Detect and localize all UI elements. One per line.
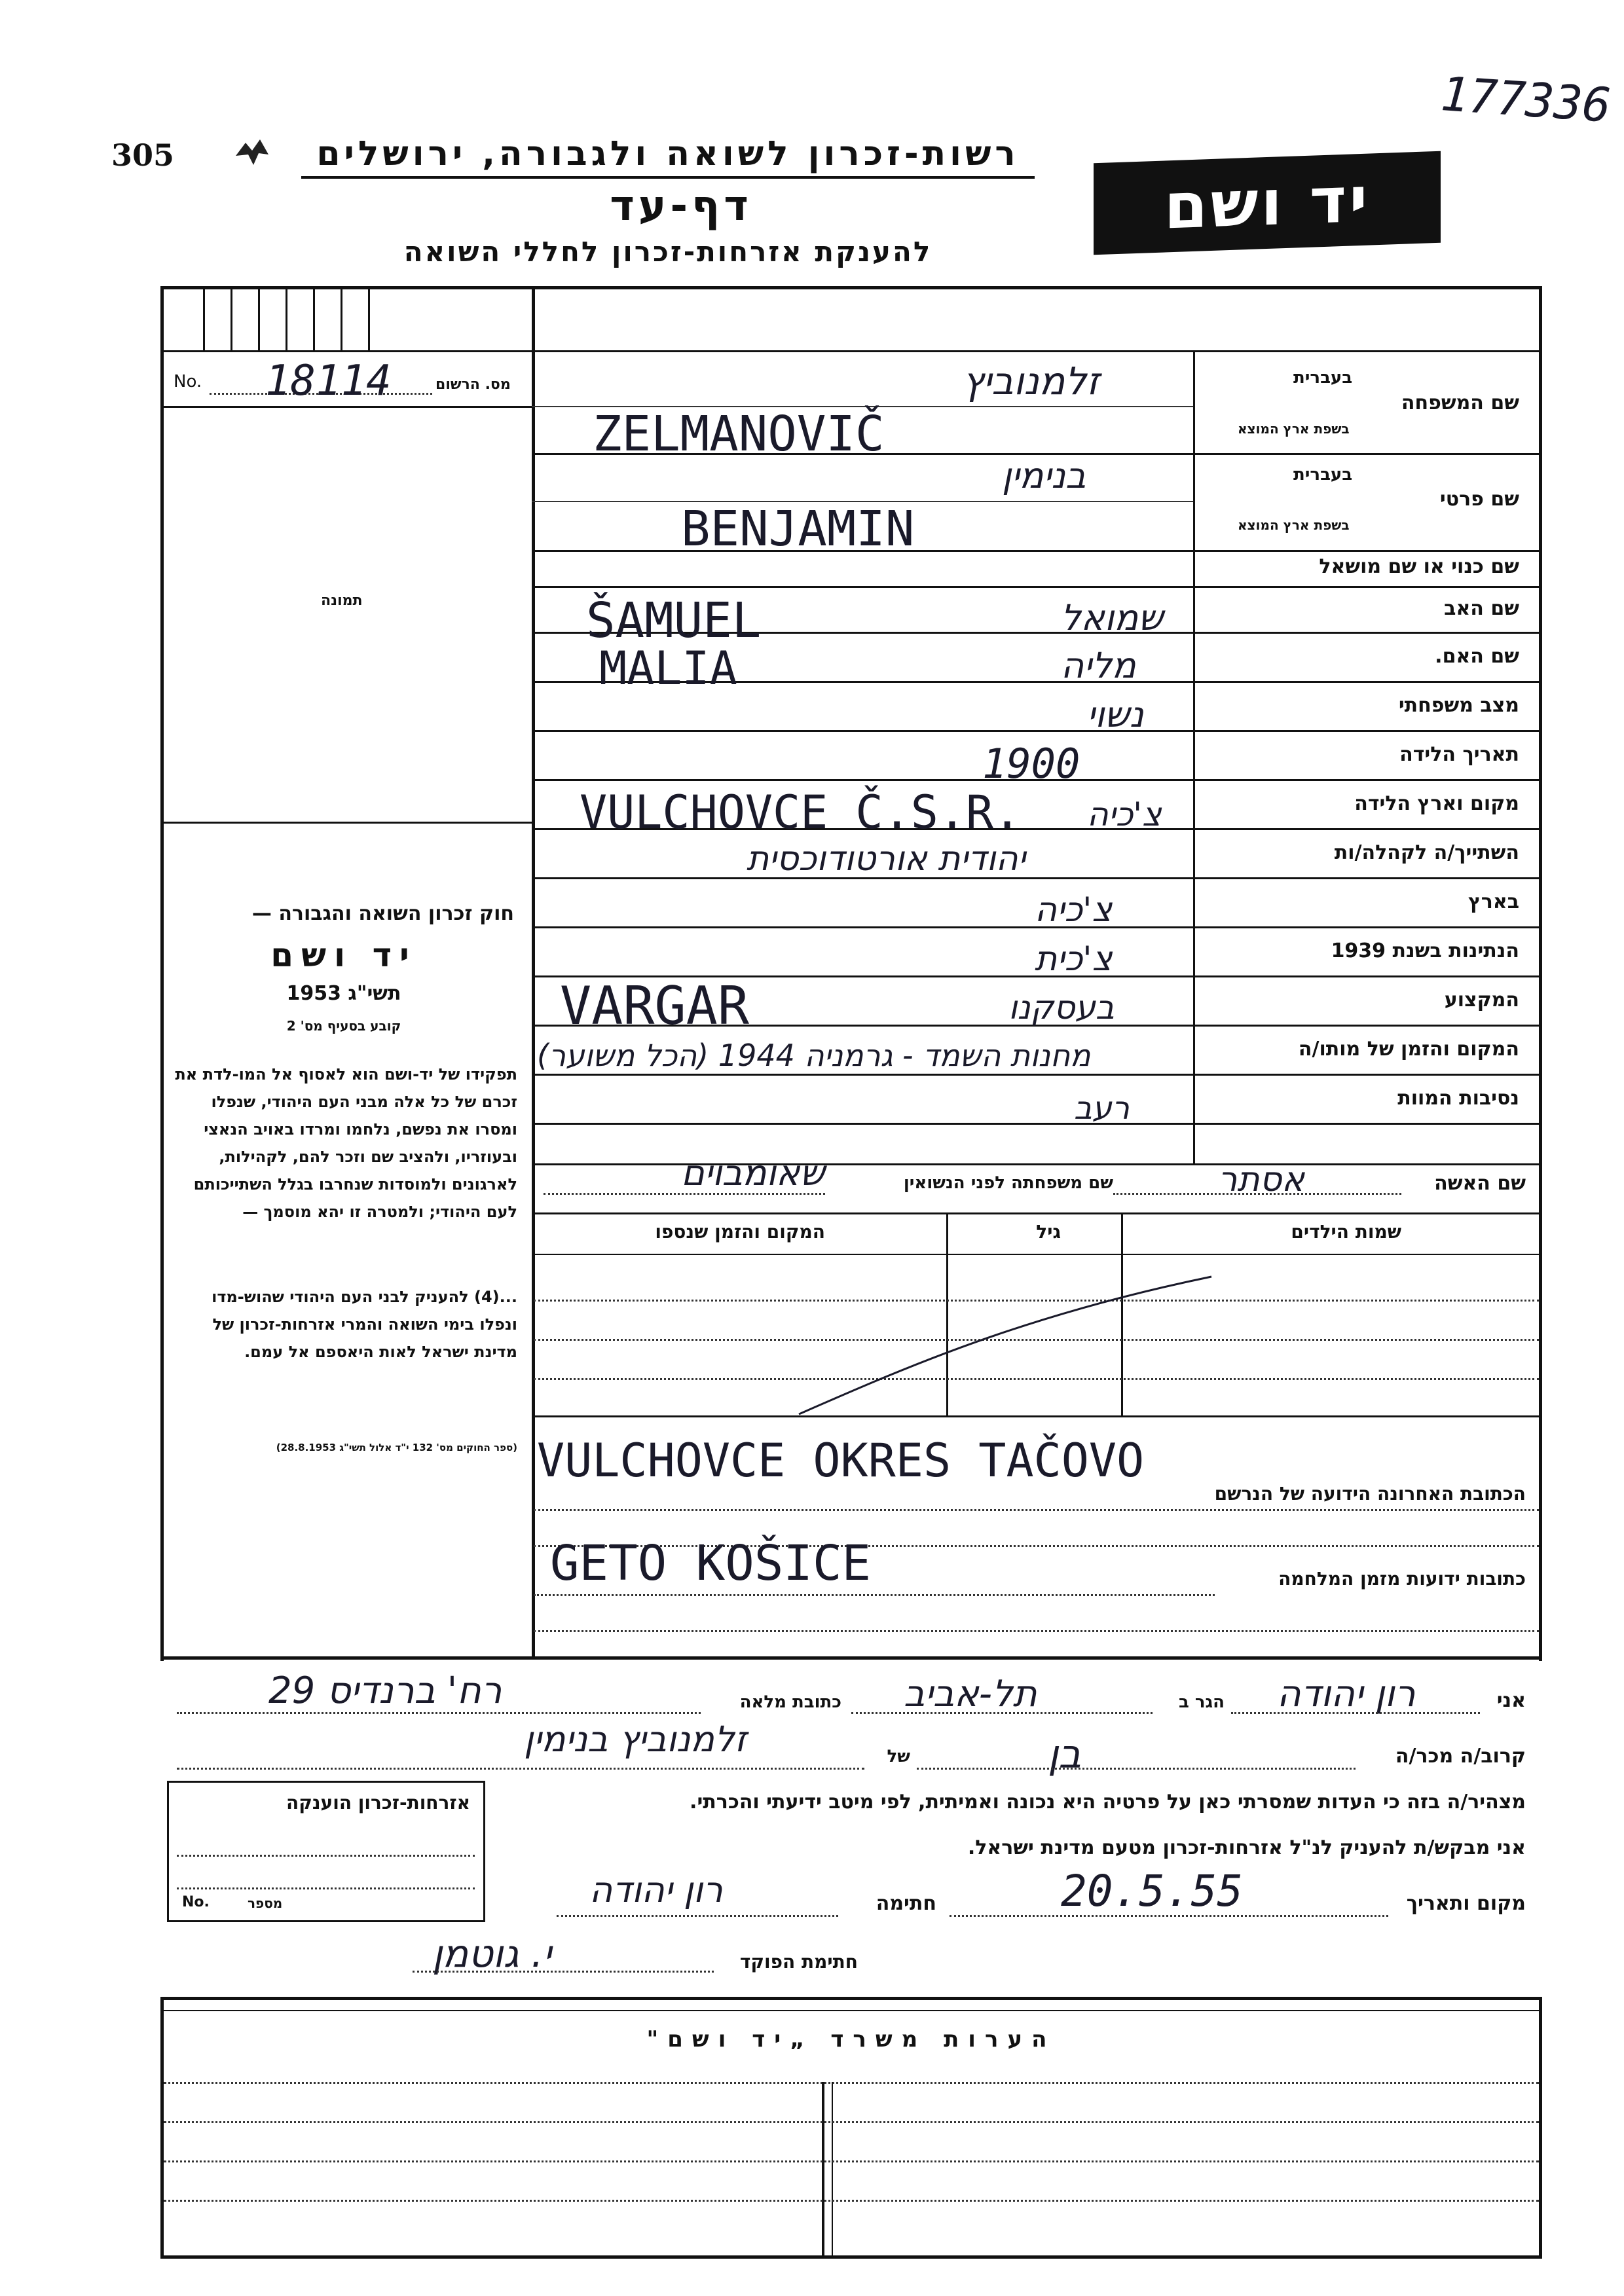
community-label: השתייך/ה לקהלה/ות (1334, 841, 1519, 864)
children-age-header: גיל (1036, 1221, 1061, 1243)
law-citation: (ספר החוקים מס' 132 י"ד אלול תשי"ג 28.8.1953) (276, 1442, 517, 1453)
war-address-value: GETO KOŠICE (550, 1535, 872, 1592)
of-label: של (887, 1747, 910, 1766)
declarant-resides-label: הגר ב (1178, 1692, 1225, 1712)
death-place-value: מחנות השמד - גרמניה 1944 (הכל משוער) (537, 1038, 1091, 1073)
emblem-icon (232, 136, 272, 169)
organization-line: רשות-זכרון לשואה ולגבורה, ירושלים (301, 134, 1035, 179)
request-line: אני מבקש/ת להעניק לנ"ל אזרחות-זכרון מטעם מדינת ישראל. (967, 1836, 1526, 1859)
law-heading: חוק זכרון השואה והגבורה — (251, 902, 514, 925)
occupation-local: VARGAR (560, 975, 749, 1036)
declarant-name: רון יהודה (1277, 1673, 1416, 1715)
form-title: דף-עד (610, 182, 752, 230)
mother-local: MALIA (599, 642, 737, 695)
occupation-label: המקצוע (1444, 989, 1519, 1011)
birth-date-label: תאריך הלידה (1399, 743, 1519, 766)
logo-text: יד ושם (1164, 162, 1371, 244)
occupation-hebrew: בעסקנו (1008, 989, 1115, 1027)
declarant-address: רח' ברנדיס 29 (268, 1669, 502, 1712)
marital-label: מצב משפחתי (1398, 694, 1519, 717)
country-value: צ'כיה (1035, 890, 1113, 930)
family-name-label: שם המשפחה (1401, 392, 1519, 414)
declarant-city: תל-אביב (904, 1673, 1037, 1715)
birth-date-value: 1900 (982, 740, 1080, 788)
death-place-label: המקום והזמן של מותו/ה (1298, 1038, 1519, 1061)
office-remarks-title: הערות משרד „יד ושם" (646, 2026, 1056, 2052)
father-local: ŠAMUEL (586, 592, 762, 649)
first-name-local: BENJAMIN (681, 501, 915, 557)
wife-maiden-value: שאומבוים (681, 1152, 825, 1194)
citizenship-box-title: אזרחות-זכרון הוענקה (286, 1792, 470, 1813)
citizenship-box-number-he: מספר (248, 1895, 283, 1911)
citizenship-value: צ'כית (1035, 939, 1113, 979)
nickname-label: שם כנוי או שם מושאל (1319, 555, 1519, 578)
family-name-sub-hebrew: בעברית (1293, 368, 1353, 388)
community-value: יהודית אורטודוכסית (747, 839, 1026, 879)
marital-value: נשוי (1087, 694, 1144, 735)
first-name-label: שם פרטי (1439, 488, 1519, 511)
birth-place-hebrew: צ'כיה (1087, 795, 1162, 833)
death-circumstances-label: נסיבות המוות (1397, 1087, 1519, 1110)
first-name-sub-hebrew: בעברית (1293, 465, 1353, 484)
law-name: יד ושם (270, 936, 417, 974)
declarant-ani-label: אני (1496, 1689, 1526, 1712)
declaration-line: מצהיר/ה בזה כי העדות שמסרתי כאן על פרטיה היא נכונה ואמיתית, לפי מיטב ידיעתי והכרתי. (690, 1791, 1526, 1813)
first-name-hebrew: בנימין (1002, 455, 1086, 496)
signature-label: חתימה (876, 1892, 936, 1915)
birth-place-label: מקום וארץ הלידה (1354, 792, 1519, 815)
last-address-value: VULCHOVCE OKRES TAČOVO (537, 1434, 1145, 1487)
archive-number: 177336 (1439, 66, 1613, 133)
family-name-hebrew: זלמנוביץ (963, 359, 1100, 403)
law-paragraph-2: ...(4) להעניק לבני העם היהודי שהוש-מדו ונפלו בימי השואה והמרי אזרחות-זכרון של מדינת ישראל לאות היאספם אל עמם. (212, 1288, 517, 1361)
children-place-header: המקום והזמן שנספו (655, 1221, 825, 1243)
war-address-label: כתובות ידועות מזמן המלחמה (1278, 1568, 1526, 1590)
of-name-value: זלמנוביץ בנימין (524, 1719, 747, 1760)
law-paragraph-1: תפקידו של יד-ושם הוא לאסוף אל המו-לדת את זכרם של כל אלה מבני העם היהודי, שנפלו ומסרו את נפשם, נלחמו ומרדו באויב הנאצי ובעוזריו, ולהציב שם וזכר להם, לקהילות, לארגונים ולמוסדות שנחרבו בגלל השתייכותם לעם היהודי; ולמטרה זו יהא מוסמך — (175, 1065, 517, 1221)
registration-label-en: No. (174, 372, 202, 392)
law-year: תשי"ג 1953 (286, 982, 401, 1005)
form-subtitle: להענקת אזרחות-זכרון לחללי השואה (403, 236, 932, 268)
registration-number: 18114 (265, 357, 392, 405)
relation-value: בן (1048, 1732, 1082, 1777)
father-label: שם האב (1444, 597, 1519, 620)
first-name-sub-local: בשפת ארץ המוצא (1238, 517, 1350, 533)
father-hebrew: שמואל (1061, 597, 1164, 638)
law-clause: קובע בסעיף מס' 2 (286, 1018, 401, 1034)
mother-hebrew: מליה (1061, 645, 1136, 686)
registration-label: מס. הרשום (435, 376, 511, 393)
country-label: בארץ (1467, 890, 1519, 913)
cross-out-stroke (786, 1264, 1231, 1427)
relative-label: קרוב/ה מכר/ה (1395, 1745, 1526, 1768)
citizenship-box (167, 1781, 485, 1922)
last-address-label: הכתובת האחרונה הידועה של הנרשם (1214, 1483, 1526, 1504)
officer-signature: י. גוטמן (432, 1931, 552, 1976)
place-date-label: מקום ותאריך (1406, 1892, 1526, 1915)
family-name-sub-local: בשפת ארץ המוצא (1238, 421, 1350, 437)
mother-label: שם האם. (1435, 645, 1519, 668)
birth-place-local: VULCHOVCE Č.S.R. (580, 786, 1022, 839)
photo-label: תמונה (321, 592, 363, 609)
wife-label: שם האשה (1434, 1172, 1526, 1195)
page-number: 305 (111, 137, 175, 173)
children-names-header: שמות הילדים (1291, 1221, 1401, 1243)
death-circumstances-value: רעב (1074, 1090, 1130, 1127)
officer-signature-label: חתימת הפוקד (739, 1951, 858, 1973)
family-name-local: ZELMANOVIČ (593, 406, 885, 462)
declarant-full-address-label: כתובת מלאה (739, 1692, 841, 1712)
wife-maiden-label: שם משפחתה לפני הנשואין (903, 1173, 1113, 1193)
declaration-date: 20.5.55 (1061, 1866, 1244, 1916)
citizenship-box-number-en: No. (182, 1894, 210, 1910)
declarant-signature: רון יהודה (589, 1869, 723, 1910)
wife-value: אסתר (1218, 1160, 1305, 1199)
yad-vashem-logo (1094, 151, 1441, 255)
citizenship-label: הנתינות בשנת 1939 (1331, 939, 1519, 962)
